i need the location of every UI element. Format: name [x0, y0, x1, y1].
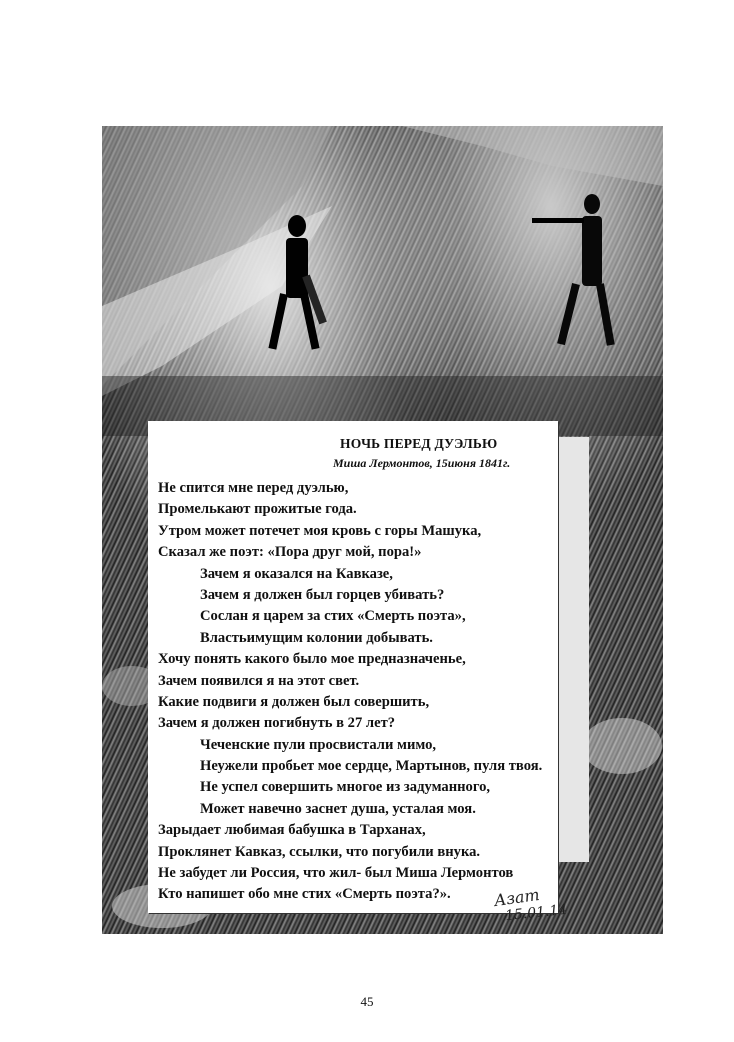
poem-line: Сказал же поэт: «Пора друг мой, пора!»: [158, 544, 422, 561]
poem-line: Зачем появился я на этот свет.: [158, 672, 360, 689]
handwritten-signature: Азат: [492, 884, 541, 911]
poem-line: Промелькают прожитые года.: [158, 501, 357, 518]
page-number: 45: [360, 994, 374, 1009]
poem-title: НОЧЬ ПЕРЕД ДУЭЛЬЮ: [340, 436, 498, 451]
poem-line: Не забудет ли Россия, что жил- был Миша Лермонтов: [158, 865, 514, 882]
poem-line: Зарыдает любимая бабушка в Тарханах,: [158, 822, 426, 839]
right-duelist-figure: [532, 194, 615, 346]
poem-line: Зачем я должен был горцев убивать?: [200, 586, 445, 603]
poem-line: Хочу понять какого было мое предназначенье,: [158, 651, 466, 668]
poem-line: Властьимущим колонии добывать.: [200, 629, 433, 646]
poem-line: Утром может потечет моя кровь с горы Машука,: [158, 522, 482, 539]
poem-line: Чеченские пули просвистали мимо,: [200, 736, 437, 753]
poem-line: Может навечно заснет душа, усталая моя.: [200, 800, 476, 817]
handwritten-date: 15.01.14: [504, 901, 569, 925]
poem-line: Проклянет Кавказ, ссылки, что погубили внука.: [158, 843, 481, 860]
poem-line: Неужели пробьет мое сердце, Мартынов, пуля твоя.: [200, 758, 543, 775]
poem-subtitle: Миша Лермонтов, 15июня 1841г.: [333, 456, 511, 470]
poem-line: Кто напишет обо мне стих «Смерть поэта?».: [158, 886, 451, 903]
poem-line: Зачем я должен погибнуть в 27 лет?: [158, 715, 396, 732]
poem-line: Не успел совершить многое из задуманного,: [200, 779, 491, 796]
poem-line: Какие подвиги я должен был совершить,: [158, 693, 430, 710]
poem-body: [158, 478, 578, 906]
poem-line: Не спится мне перед дуэлью,: [158, 480, 349, 496]
poem-line: Сослан я царем за стих «Смерть поэта»,: [200, 608, 466, 625]
poem-line: Зачем я оказался на Кавказе,: [200, 565, 393, 582]
